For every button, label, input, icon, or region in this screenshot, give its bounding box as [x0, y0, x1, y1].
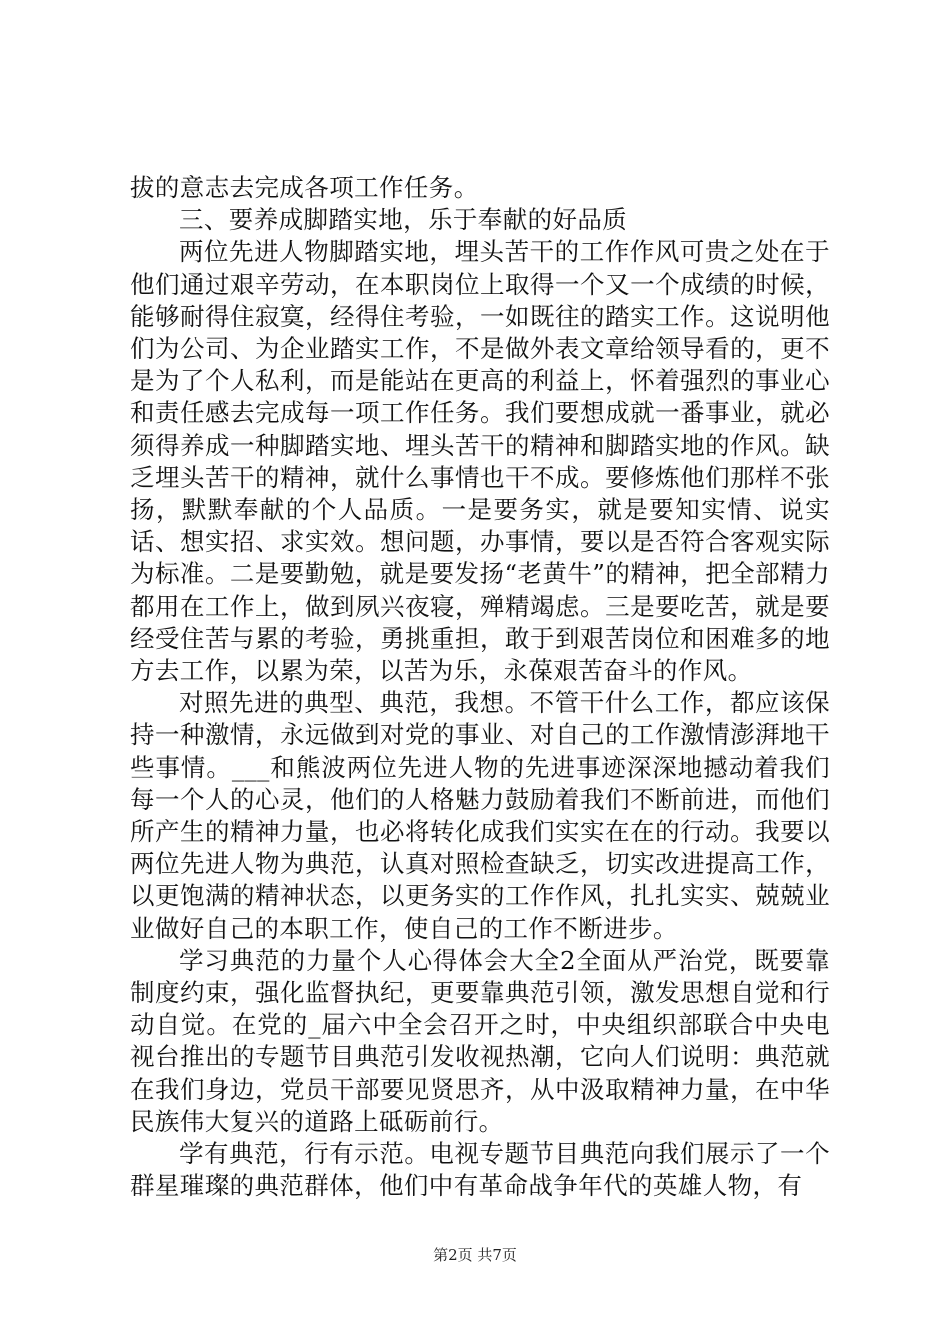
paragraph: 对照先进的典型、典范，我想。不管干什么工作，都应该保持一种激情，永远做到对党的事业、对自己的工作激情澎湃地干些事情。___和熊波两位先进人物的先进事迹深深地撼动着我们每一个人的心灵，他们的人格魅力鼓励着我们不断前进，而他们所产生的精神力量，也必将转化成我们实实在在的行动。我要以两位先进人物为典范，认真对照检查缺乏，切实改进提高工作，以更饱满的精神状态，以更务实的工作作风，扎扎实实、兢兢业业做好自己的本职工作，使自己的工作不断进步。: [130, 688, 830, 943]
paragraph-continuation: 拔的意志去完成各项工作任务。: [130, 173, 479, 202]
body-text: [130, 172, 830, 1203]
paragraph: 学习典范的力量个人心得体会大全2全面从严治党，既要靠制度约束，强化监督执纪，更要靠典范引领，激发思想自觉和行动自觉。在党的_届六中全会召开之时，中央组织部联合中央电视台推出的专题节目典范引发收视热潮，它向人们说明：典范就在我们身边，党员干部要见贤思齐，从中汲取精神力量，在中华民族伟大复兴的道路上砥砺前行。: [130, 945, 830, 1136]
paragraph: 两位先进人物脚踏实地，埋头苦干的工作作风可贵之处在于他们通过艰辛劳动，在本职岗位上取得一个又一个成绩的时候，能够耐得住寂寞，经得住考验，一如既往的踏实工作。这说明他们为公司、为企业踏实工作，不是做外表文章给领导看的，更不是为了个人私利，而是能站在更高的利益上，怀着强烈的事业心和责任感去完成每一项工作任务。我们要想成就一番事业，就必须得养成一种脚踏实地、埋头苦干的精神和脚踏实地的作风。缺乏埋头苦干的精神，就什么事情也干不成。要修炼他们那样不张扬，默默奉献的个人品质。一是要务实，就是要知实情、说实话、想实招、求实效。想问题，办事情，要以是否符合客观实际为标准。二是要勤勉，就是要发扬“老黄牛”的精神，把全部精力都用在工作上，做到夙兴夜寝，殚精竭虑。三是要吃苦，就是要经受住苦与累的考验，勇挑重担，敢于到艰苦岗位和困难多的地方去工作，以累为荣，以苦为乐，永葆艰苦奋斗的作风。: [130, 237, 830, 686]
section-heading: 三、要养成脚踏实地，乐于奉献的好品质: [179, 205, 628, 235]
paragraph: 学有典范，行有示范。电视专题节目典范向我们展示了一个群星璀璨的典范群体，他们中有革命战争年代的英雄人物，有: [130, 1139, 830, 1201]
page-number-footer: 第2页 共7页: [433, 1246, 517, 1264]
